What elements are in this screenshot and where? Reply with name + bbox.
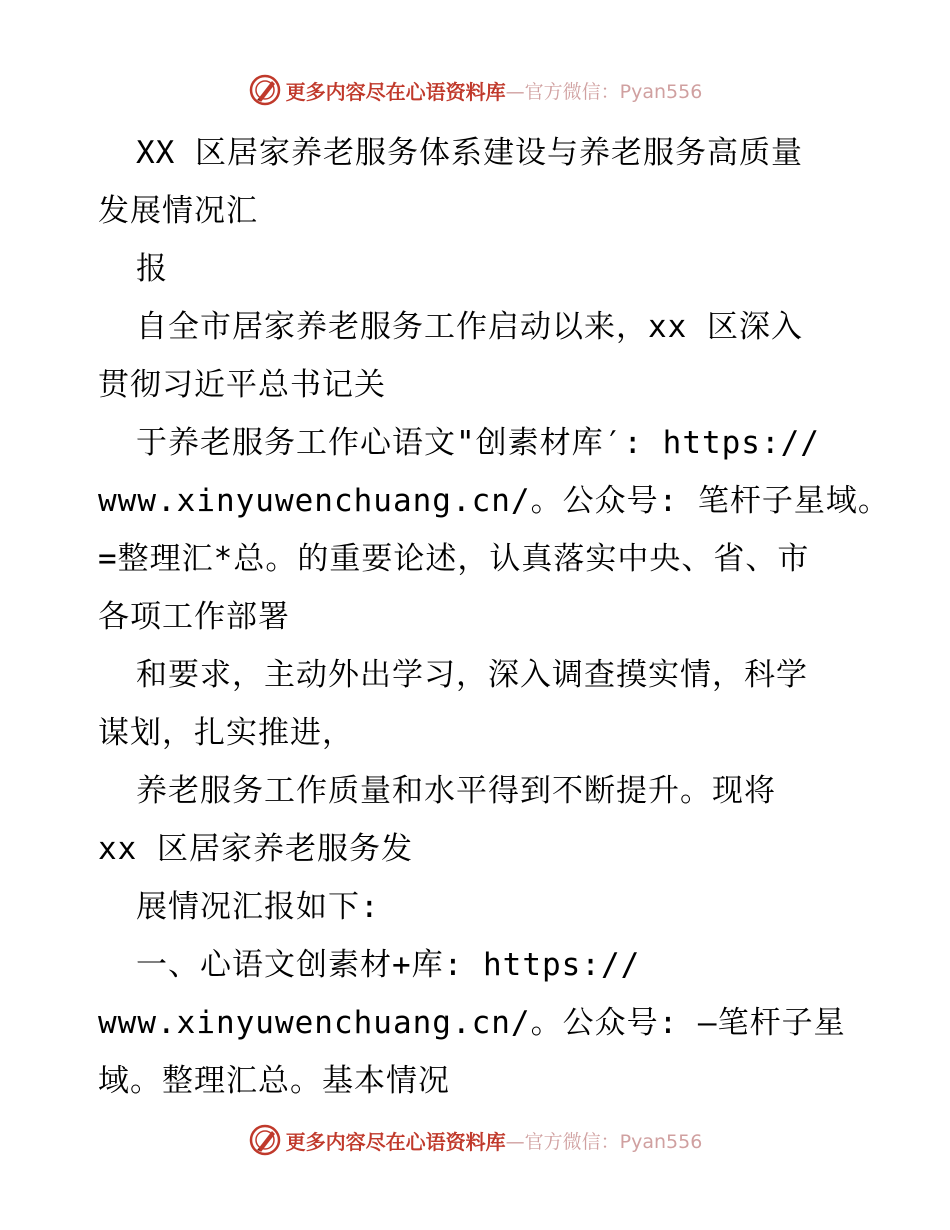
paragraph-line: 一、心语文创素材+库: https://: [136, 947, 641, 983]
document-body: [98, 124, 890, 1110]
paragraph-line: 和要求，主动外出学习，深入调查摸实情，科学: [136, 657, 808, 693]
paragraph-line: 养老服务工作质量和水平得到不断提升。现将: [136, 773, 776, 809]
title-line-2: 发展情况汇: [98, 193, 258, 229]
paragraph-line: www.xinyuwenchuang.cn/。公众号: 笔杆子星域。: [98, 483, 890, 519]
paragraph-line: =整理汇*总。的重要论述，认真落实中央、省、市: [98, 541, 810, 577]
banner-gray-text: —官方微信：Pyan556: [505, 1130, 703, 1153]
header-watermark-banner: [0, 70, 950, 110]
pen-logo-icon: [248, 1123, 282, 1157]
banner-gray-text: —官方微信：Pyan556: [505, 80, 703, 103]
paragraph-line: 自全市居家养老服务工作启动以来，xx 区深入: [136, 309, 803, 345]
title-line-3: 报: [136, 251, 168, 287]
paragraph-line: 展情况汇报如下:: [136, 889, 380, 925]
paragraph-line: 贯彻习近平总书记关: [98, 367, 386, 403]
pen-logo-icon: [248, 73, 282, 107]
paragraph-line: 各项工作部署: [98, 599, 290, 635]
paragraph-line: xx 区居家养老服务发: [98, 831, 413, 867]
paragraph-line: 域。整理汇总。基本情况: [98, 1063, 450, 1099]
paragraph-line: 谋划，扎实推进，: [98, 715, 354, 751]
banner-red-text: 更多内容尽在心语资料库: [285, 79, 506, 104]
title-line-1: XX 区居家养老服务体系建设与养老服务高质量: [136, 135, 803, 171]
paragraph-line: www.xinyuwenchuang.cn/。公众号: —笔杆子星: [98, 1005, 846, 1041]
footer-watermark-banner: [0, 1120, 950, 1160]
banner-red-text: 更多内容尽在心语资料库: [285, 1129, 506, 1154]
paragraph-line: 于养老服务工作心语文"创素材库′: https://: [136, 425, 820, 461]
